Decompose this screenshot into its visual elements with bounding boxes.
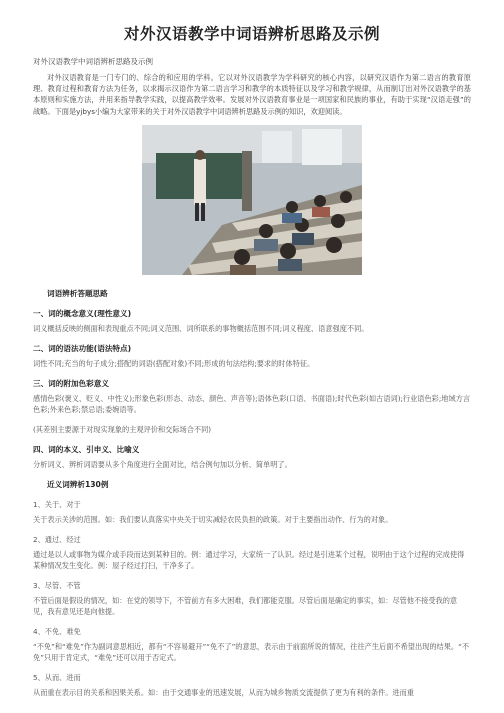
section-3-text: 感情色彩(褒义、贬义、中性义);形象色彩(形态、动态、颜色、声音等);语体色彩(口语、书面语);时代色彩(如古语词);行业语色彩;地域方言色彩;外来色彩;禁忌语;委婉语等。 [33,393,471,414]
example-5-heading: 5、从而、进而 [33,672,81,682]
example-4-heading: 4、不免、难免 [33,626,81,636]
section-1-heading: 一、词的概念意义(理性意义) [33,308,132,318]
example-2-text: 通过是以人或事物为媒介或手段而达到某种目的。例：通过学习，大家统一了认识。经过是引进某个过程，说明由于这个过程的完成使得某种情况发生变化。例：屋子经过打扫，干净多了。 [33,549,465,570]
section-5-heading: 近义词辨析130例 [47,479,109,489]
section-3-heading: 三、词的附加色彩意义 [33,378,109,388]
section-2-heading: 二、词的语法功能(语法特点) [33,343,132,353]
example-3-heading: 3、尽管、不管 [33,580,81,590]
intro-paragraph: 对外汉语教育是一门专门的、综合的和应用的学科。它以对外汉语教学为学科研究的核心内容，以研究汉语作为第二语言的教育原理、教育过程和教育方法为任务，以求揭示汉语作为第二语言学习和教学的本质特征以及学习和教学规律，从而制订出对外汉语教学的基本原则和实施方法，并用来指导教学实践，以提高教学效率。发展对外汉语教育事业是一项国家和民族的事业，有助于实现“汉语走强”的战略。下面是yjbys小编为大家带来的关于对外汉语教学中词语辨析思路及示例的知识，欢迎阅读。 [33,73,471,116]
example-2-heading: 2、通过、经过 [33,534,81,544]
classroom-photo-icon [142,125,362,275]
section-4-heading: 四、词的本义、引申义、比喻义 [33,444,140,454]
section-2-text: 词性不同;充当的句子成分;搭配的词语(搭配对象)不同;形成的句法结构;要求的时体特征。 [33,358,315,368]
section-4-text: 分析词义、辨析词语要从多个角度进行全面对比，结合例句加以分析、简单明了。 [33,459,292,469]
document-title: 对外汉语教学中词语辨析思路及示例 [123,25,380,43]
section-main-heading: 词语辨析答题思路 [47,288,108,298]
document-subtitle: 对外汉语教学中词语辨析思路及示例 [33,57,153,66]
section-3-note: (其差别主要源于对现实现象的主观评价和交际场合不同) [33,424,212,434]
example-1-heading: 1、关于、对于 [33,499,81,509]
section-1-text: 词义概括反映的侧面和表现重点不同;词义范围、词所联系的事物概括范围不同;词义程度、语意强度不同。 [33,323,369,333]
example-1-text: 关于表示关涉的范围。如：我们要认真落实中央关于切实减轻农民负担的政策。对于主要指出动作、行为的对象。 [33,514,393,524]
classroom-photo [142,125,362,275]
example-4-text: “不免”和“难免”作为副词意思相近，都有“不容易避开”“免不了”的意思，表示由于前面所说的情况，往往产生后面不希望出现的结果。“不免”只用于肯定式，“难免”还可以用于否定式。 [33,641,470,662]
example-3-text: 不管后面是假设的情况，如：在党的领导下，不管前方有多大困难，我们都能克服。尽管后面是确定的事实，如：尽管他不接受我的意见，我有意见还是向他提。 [33,595,458,616]
example-5-text: 从而重在表示目的关系和因果关系。如：由于交通事业的迅速发展，从而为城乡物质交流提供了更为有利的条件。进而重 [33,687,414,697]
